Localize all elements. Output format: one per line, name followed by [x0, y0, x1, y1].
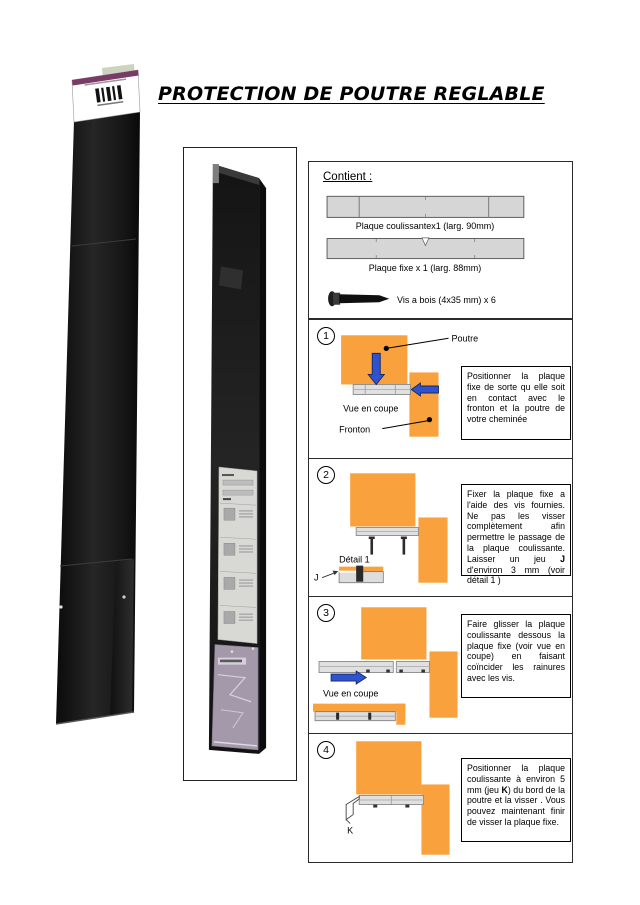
step-4-instructions — [461, 758, 571, 842]
fronton-label: Fronton — [339, 424, 371, 435]
poutre-label: Poutre — [451, 333, 479, 344]
top-corner-highlight — [213, 164, 219, 183]
beam-shape — [350, 473, 415, 526]
screw-dot — [231, 650, 234, 653]
step-4-number: 4 — [317, 741, 335, 759]
callout-dot — [427, 417, 432, 422]
fronton-shape — [429, 651, 457, 717]
fixed-plate-section — [356, 527, 418, 535]
beam-shape — [361, 607, 426, 659]
attached-instruction-sheet — [218, 467, 257, 644]
step-3-text: Faire glisser la plaque coulissante dessous la plaque fixe (voir vue en coupe) en faisant coïncider les rainures avec les vis. — [467, 619, 565, 683]
beam-shape — [356, 741, 421, 794]
step-2-text: Fixer la plaque fixe a l'aide des vis fournies. Ne pas les visser complètement afin permettre le passage de la plaque coulissante. Laisser un jeu — [467, 489, 565, 564]
step-2-text-j: J — [560, 553, 565, 564]
screw-caption: Vis a bois (4x35 mm) x 6 — [397, 295, 496, 305]
fronton-shape — [421, 784, 449, 854]
plates-section — [359, 795, 423, 807]
product-photo-detail — [183, 147, 297, 781]
screw-dot — [59, 605, 62, 608]
step-4-text: Positionner la plaque coulissante à environ 5 mm (jeu — [467, 763, 565, 795]
step-2-instructions — [461, 484, 571, 586]
jeu-j-label: J — [314, 572, 319, 583]
jeu-k-bracket — [346, 796, 359, 823]
step-2-text: d'environ 3 mm (voir détail 1 ) — [467, 564, 565, 586]
step-3-instructions — [461, 614, 571, 698]
page-title: PROTECTION DE POUTRE REGLABLE — [158, 83, 545, 105]
step-3-number: 3 — [317, 604, 335, 622]
hardware-bag — [212, 645, 258, 750]
step-1-panel — [308, 319, 573, 460]
contents-box — [308, 161, 573, 319]
arrow-right-icon — [331, 671, 366, 684]
fronton-shape — [409, 372, 438, 436]
wood-screw-icon — [328, 291, 389, 306]
screws — [369, 537, 407, 555]
fronton-shape — [418, 517, 447, 582]
hanger-notch — [219, 266, 243, 289]
sliding-plate-caption: Plaque coulissantex1 (larg. 90mm) — [355, 221, 495, 231]
fixed-plate-section — [396, 661, 429, 672]
step-2-panel — [308, 458, 573, 598]
contents-heading: Contient : — [323, 171, 373, 183]
product-photo-full — [50, 60, 175, 742]
fixed-plate-caption: Plaque fixe x 1 (larg. 88mm) — [368, 263, 482, 273]
vue-en-coupe-label: Vue en coupe — [323, 688, 379, 699]
detail-1-label: Détail 1 — [339, 554, 370, 565]
step-4-panel — [308, 733, 573, 863]
detail-1-drawing — [322, 566, 383, 583]
screw-dot — [122, 595, 125, 598]
sliding-plate-drawing — [327, 196, 524, 217]
step-4-text: ) du bord de la poutre et la visser . Vous pouvez maintenant finir de visser la plaque fixe. — [467, 784, 565, 827]
step-4-text-k: K — [501, 784, 508, 795]
jeu-k-label: K — [347, 825, 354, 836]
vue-en-coupe-label: Vue en coupe — [343, 403, 399, 414]
screw-dot — [252, 647, 255, 650]
product-photo-detail-image — [184, 148, 296, 780]
fixed-plate-section — [353, 384, 410, 394]
cross-section-drawing — [313, 704, 405, 725]
fixed-plate-drawing — [327, 238, 524, 259]
step-1-text: Positionner la plaque fixe de sorte qu elle soit en contact avec le fronton et la poutre de votre cheminée — [467, 371, 565, 425]
step-1-number: 1 — [317, 327, 335, 345]
step-2-number: 2 — [317, 466, 335, 484]
product-side-face — [259, 178, 266, 754]
product-photo-full-image — [50, 60, 175, 742]
step-1-instructions — [461, 366, 571, 440]
contents-diagram — [309, 162, 572, 318]
step-3-panel — [308, 596, 573, 735]
